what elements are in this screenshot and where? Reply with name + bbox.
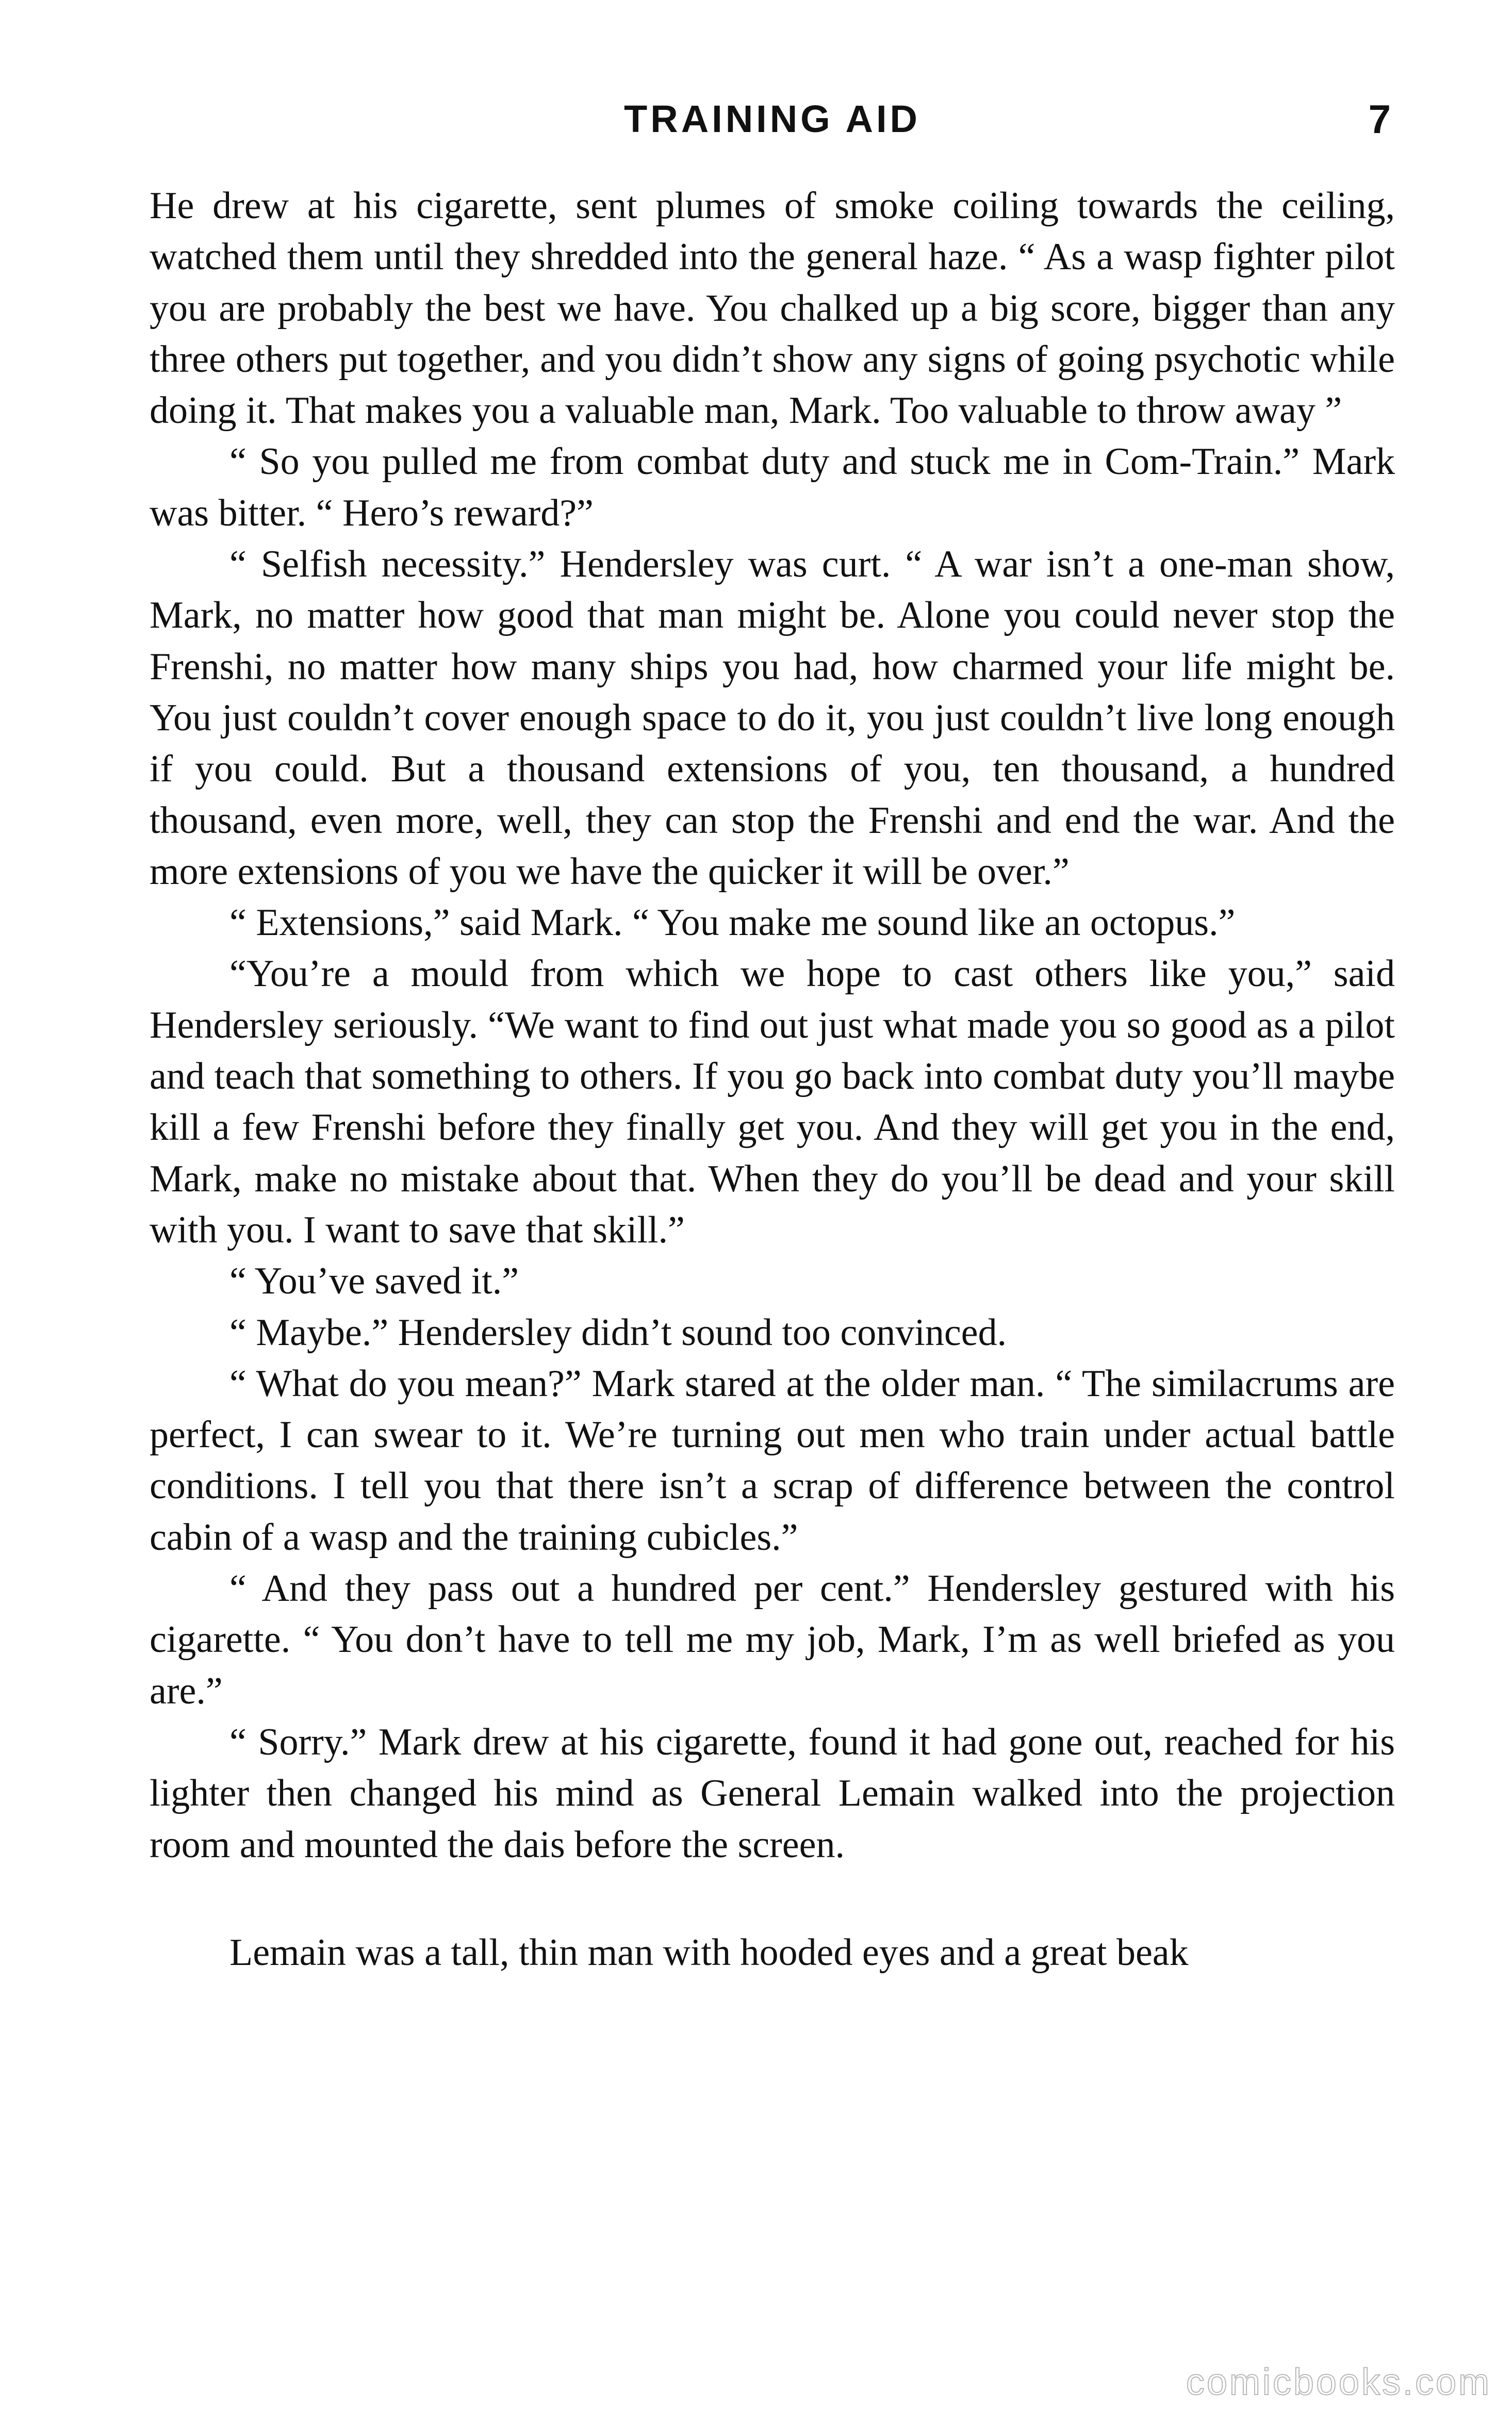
page-header (150, 91, 1395, 153)
page-number: 7 (1368, 96, 1391, 142)
body-text (150, 181, 1395, 1978)
paragraph: “ And they pass out a hundred per cent.” Hendersley gestured with his cigarette. “ You don’t have to tell me my job, Mark, I’m as well briefed as you are.” (150, 1567, 1395, 1712)
paragraph: “ Maybe.” Hendersley didn’t sound too convinced. (229, 1311, 1007, 1354)
running-head: TRAINING AID (624, 97, 921, 140)
paragraph: “ Selfish necessity.” Hendersley was curt. “ A war isn’t a one-man show, Mark, no matter how good that man might be. Alone you could never stop the Frenshi, no matter how many ships you had, how charmed your life might be. You just couldn’t cover enough space to do it, you just couldn’t live long enough if you could. But a thousand extensions of you, ten thousand, a hundred thousand, even more, well, they can stop the Frenshi and end the war. And the more extensions of you we have the quicker it will be over.” (150, 543, 1395, 893)
paragraph: “ You’ve saved it.” (229, 1260, 519, 1303)
paragraph: “ Sorry.” Mark drew at his cigarette, found it had gone out, reached for his lighter then changed his mind as General Lemain walked into the projection room and mounted the dais before the screen. (150, 1721, 1395, 1866)
paragraph: “ So you pulled me from combat duty and stuck me in Com-Train.” Mark was bitter. “ Hero’s reward?” (150, 440, 1395, 534)
paragraph: “ What do you mean?” Mark stared at the older man. “ The similacrums are perfect, I can swear to it. We’re turning out men who train under actual battle conditions. I tell you that there isn’t a scrap of difference between the control cabin of a wasp and the training cubicles.” (150, 1362, 1395, 1559)
paragraph: He drew at his cigarette, sent plumes of smoke coiling towards the ceiling, watched them until they shredded into the general haze. “ As a wasp fighter pilot you are probably the best we have. You chalked up a big score, bigger than any three others put together, and you didn’t show any signs of going psychotic while doing it. That makes you a valuable man, Mark. Too valuable to throw away ” (150, 185, 1395, 432)
watermark: comicbooks.com (1186, 2362, 1491, 2403)
paragraph: “You’re a mould from which we hope to cast others like you,” said Hendersley seriously. “We want to find out just what made you so good as a pilot and teach that something to others. If you go back into combat duty you’ll maybe kill a few Frenshi before they finally get you. And they will get you in the end, Mark, make no mistake about that. When they do you’ll be dead and your skill with you. I want to save that skill.” (150, 953, 1395, 1251)
paragraph: Lemain was a tall, thin man with hooded eyes and a great beak (229, 1931, 1189, 1974)
paragraph: “ Extensions,” said Mark. “ You make me sound like an octopus.” (229, 902, 1236, 944)
